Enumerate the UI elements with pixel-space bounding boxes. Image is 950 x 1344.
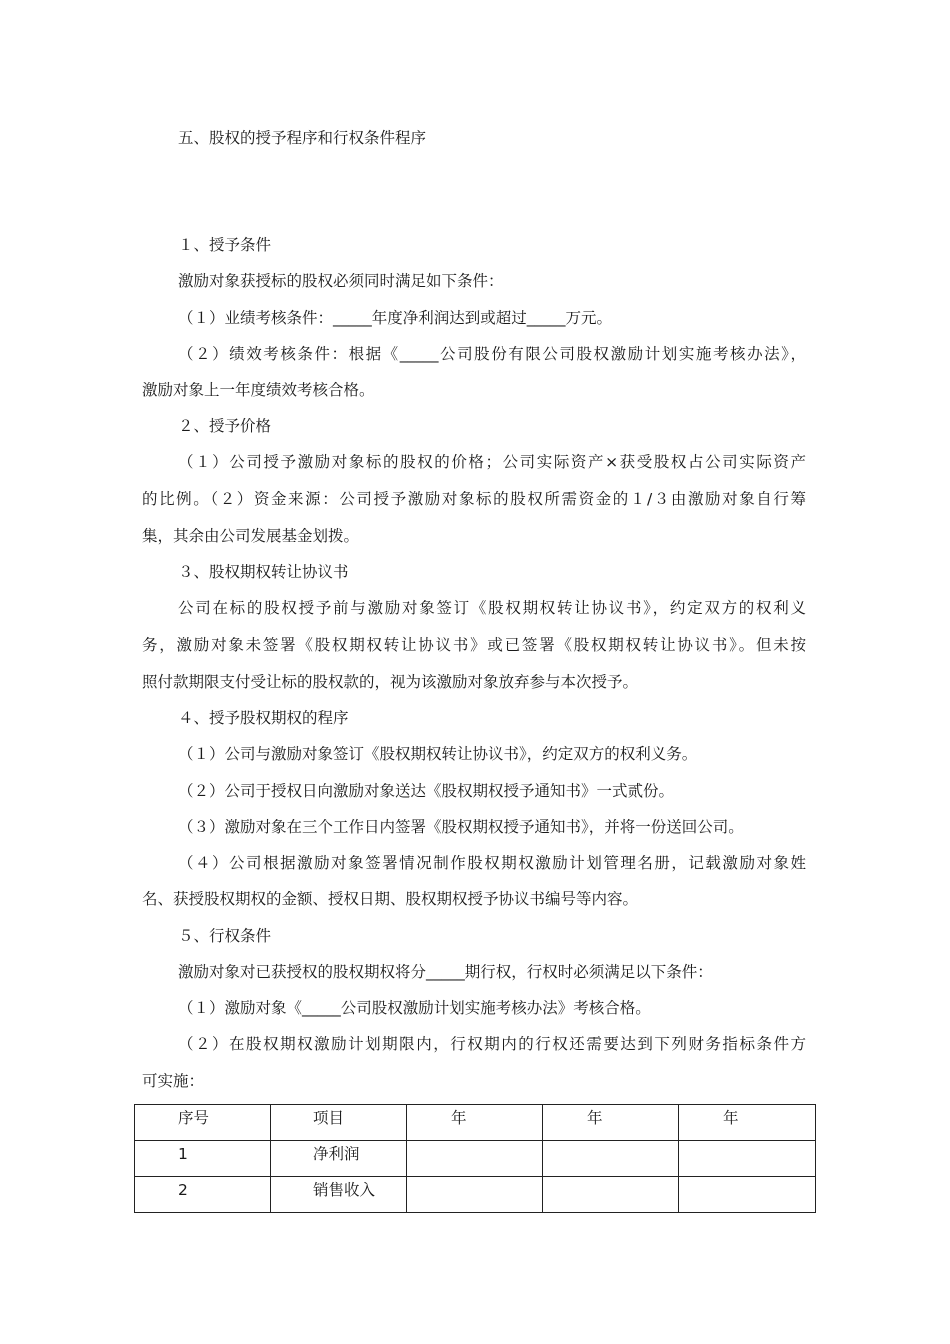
item5-intro: 激励对象对已获授权的股权期权将分_____期行权，行权时必须满足以下条件：	[178, 963, 713, 981]
item5-cond1: （１）激励对象《_____公司股权激励计划实施考核办法》考核合格。	[178, 999, 651, 1017]
table-row	[135, 1177, 816, 1213]
item3-heading: ３、股权期权转让协议书	[178, 563, 349, 581]
item1-intro: 激励对象获授标的股权必须同时满足如下条件：	[178, 272, 504, 290]
header-cell-item: 项目	[271, 1105, 407, 1141]
item4-step3: （３）激励对象在三个工作日内签署《股权期权授予通知书》，并将一份送回公司。	[178, 818, 744, 836]
cell-item: 净利润	[271, 1141, 407, 1177]
cell-year-3	[679, 1141, 816, 1177]
cell-item: 销售收入	[271, 1177, 407, 1213]
item4-step2: （２）公司于授权日向激励对象送达《股权期权授予通知书》一式贰份。	[178, 782, 675, 800]
item1-cond2-line1: （２）绩效考核条件：根据《_____公司股份有限公司股权激励计划实施考核办法》，	[178, 345, 806, 363]
cell-year-1	[407, 1141, 543, 1177]
item1-heading: １、授予条件	[178, 236, 272, 254]
item2-heading: ２、授予价格	[178, 417, 272, 435]
cell-no: 1	[135, 1141, 271, 1177]
header-cell-no: 序号	[135, 1105, 271, 1141]
item1-cond2-line2: 激励对象上一年度绩效考核合格。	[142, 381, 375, 399]
cell-year-1	[407, 1177, 543, 1213]
item2-line3: 集，其余由公司发展基金划拨。	[142, 527, 360, 545]
item1-cond1: （１）业绩考核条件：_____年度净利润达到或超过_____万元。	[178, 309, 613, 327]
item4-step1: （１）公司与激励对象签订《股权期权转让协议书》，约定双方的权利义务。	[178, 745, 698, 763]
item5-cond2-line1: （２）在股权期权激励计划期限内，行权期内的行权还需要达到下列财务指标条件方	[178, 1035, 806, 1053]
table-header-row	[135, 1105, 816, 1141]
section-title: 五、股权的授予程序和行权条件程序	[178, 129, 427, 147]
cell-year-3	[679, 1177, 816, 1213]
item3-line2: 务，激励对象未签署《股权期权转让协议书》或已签署《股权期权转让协议书》。但未按	[142, 636, 806, 654]
item4-step4-line2: 名、获授股权期权的金额、授权日期、股权期权授予协议书编号等内容。	[142, 890, 639, 908]
item2-line1: （１）公司授予激励对象标的股权的价格；公司实际资产×获受股权占公司实际资产	[178, 453, 806, 471]
item5-cond2-line2: 可实施：	[142, 1072, 205, 1090]
item3-line1: 公司在标的股权授予前与激励对象签订《股权期权转让协议书》，约定双方的权利义	[178, 599, 806, 617]
item3-line3: 照付款期限支付受让标的股权款的，视为该激励对象放弃参与本次授予。	[142, 673, 639, 691]
item4-heading: ４、授予股权期权的程序	[178, 709, 349, 727]
item2-line2: 的比例。（２）资金来源：公司授予激励对象标的股权所需资金的１/３由激励对象自行筹	[142, 490, 806, 508]
cell-no: 2	[135, 1177, 271, 1213]
cell-year-2	[543, 1177, 679, 1213]
table-row	[135, 1141, 816, 1177]
header-cell-year-2: 年	[543, 1105, 679, 1141]
header-cell-year-1: 年	[407, 1105, 543, 1141]
item5-heading: ５、行权条件	[178, 927, 272, 945]
financial-indicator-table	[134, 1104, 816, 1213]
header-cell-year-3: 年	[679, 1105, 816, 1141]
cell-year-2	[543, 1141, 679, 1177]
item4-step4-line1: （４）公司根据激励对象签署情况制作股权期权激励计划管理名册，记载激励对象姓	[178, 854, 806, 872]
